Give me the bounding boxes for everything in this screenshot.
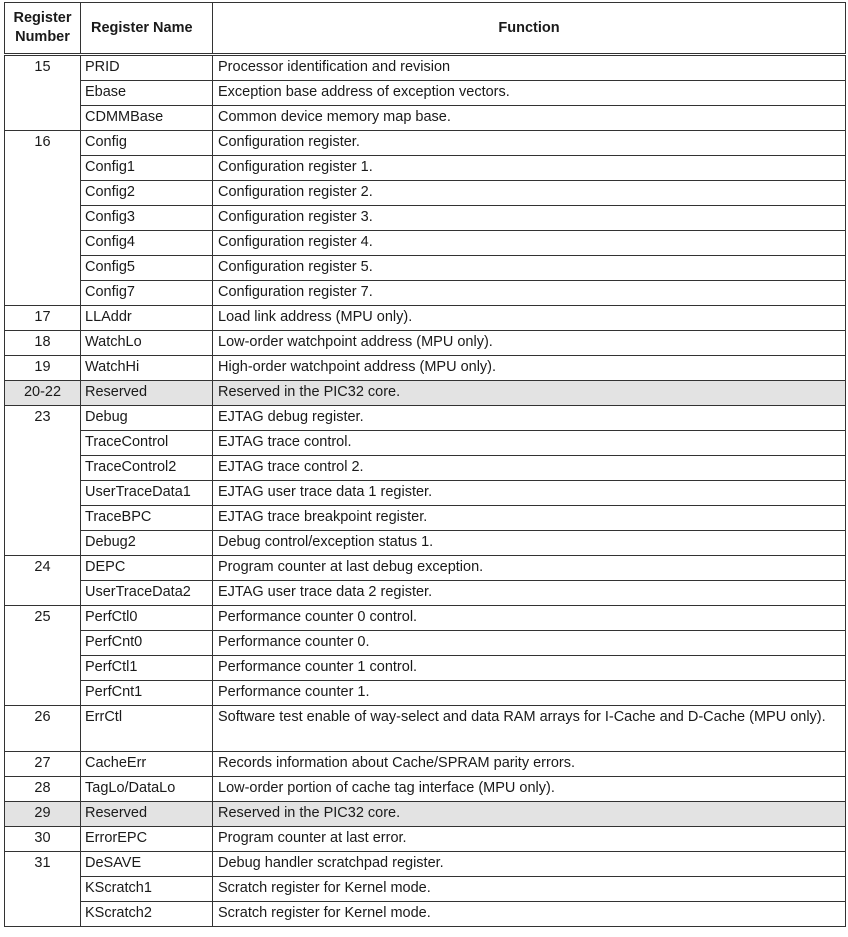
register-function-cell: Reserved in the PIC32 core. bbox=[213, 802, 846, 827]
register-name-cell: Config7 bbox=[81, 281, 213, 306]
table-row bbox=[5, 777, 846, 802]
register-function-cell: Program counter at last error. bbox=[213, 827, 846, 852]
register-function-cell: EJTAG trace breakpoint register. bbox=[213, 506, 846, 531]
table-row bbox=[5, 131, 846, 156]
table-row bbox=[5, 631, 846, 656]
register-name-cell: KScratch1 bbox=[81, 877, 213, 902]
register-table bbox=[4, 2, 846, 927]
register-number-cell: 23 bbox=[5, 406, 81, 556]
register-name-cell: PerfCtl1 bbox=[81, 656, 213, 681]
register-table-body bbox=[5, 55, 846, 927]
table-row bbox=[5, 656, 846, 681]
register-name-cell: Config3 bbox=[81, 206, 213, 231]
register-name-cell: WatchHi bbox=[81, 356, 213, 381]
register-function-cell: High-order watchpoint address (MPU only). bbox=[213, 356, 846, 381]
table-row bbox=[5, 456, 846, 481]
table-row bbox=[5, 827, 846, 852]
register-function-cell: Configuration register 1. bbox=[213, 156, 846, 181]
register-function-cell: EJTAG debug register. bbox=[213, 406, 846, 431]
register-function-cell: Configuration register 2. bbox=[213, 181, 846, 206]
register-number-cell: 26 bbox=[5, 706, 81, 752]
table-row bbox=[5, 331, 846, 356]
table-row bbox=[5, 852, 846, 877]
register-name-cell: TraceControl bbox=[81, 431, 213, 456]
register-function-cell: Records information about Cache/SPRAM parity errors. bbox=[213, 752, 846, 777]
register-number-cell: 31 bbox=[5, 852, 81, 927]
register-function-cell: Software test enable of way-select and data RAM arrays for I-Cache and D-Cache (MPU only). bbox=[213, 706, 846, 752]
register-function-cell: Exception base address of exception vectors. bbox=[213, 81, 846, 106]
register-name-cell: Ebase bbox=[81, 81, 213, 106]
table-row bbox=[5, 55, 846, 81]
register-function-cell: Performance counter 0 control. bbox=[213, 606, 846, 631]
table-row bbox=[5, 902, 846, 927]
register-function-cell: Common device memory map base. bbox=[213, 106, 846, 131]
register-name-cell: TraceControl2 bbox=[81, 456, 213, 481]
register-name-cell: PerfCnt0 bbox=[81, 631, 213, 656]
register-function-cell: Performance counter 1. bbox=[213, 681, 846, 706]
register-function-cell: Processor identification and revision bbox=[213, 55, 846, 81]
register-name-cell: UserTraceData1 bbox=[81, 481, 213, 506]
register-name-cell: DeSAVE bbox=[81, 852, 213, 877]
table-row bbox=[5, 206, 846, 231]
table-row bbox=[5, 231, 846, 256]
register-function-cell: Low-order portion of cache tag interface (MPU only). bbox=[213, 777, 846, 802]
register-number-cell: 17 bbox=[5, 306, 81, 331]
register-function-cell: Program counter at last debug exception. bbox=[213, 556, 846, 581]
register-function-cell: Configuration register 4. bbox=[213, 231, 846, 256]
register-number-cell: 29 bbox=[5, 802, 81, 827]
register-number-header bbox=[5, 3, 81, 55]
table-row bbox=[5, 281, 846, 306]
register-name-cell: LLAddr bbox=[81, 306, 213, 331]
register-name-cell: PerfCtl0 bbox=[81, 606, 213, 631]
register-name-cell: TraceBPC bbox=[81, 506, 213, 531]
table-row bbox=[5, 581, 846, 606]
register-name-cell: Reserved bbox=[81, 802, 213, 827]
register-number-cell: 20-22 bbox=[5, 381, 81, 406]
register-function-cell: Low-order watchpoint address (MPU only). bbox=[213, 331, 846, 356]
table-row bbox=[5, 431, 846, 456]
register-function-cell: Configuration register 7. bbox=[213, 281, 846, 306]
register-function-cell: EJTAG user trace data 2 register. bbox=[213, 581, 846, 606]
table-row bbox=[5, 81, 846, 106]
register-name-cell: WatchLo bbox=[81, 331, 213, 356]
register-number-cell: 30 bbox=[5, 827, 81, 852]
register-function-cell: Configuration register. bbox=[213, 131, 846, 156]
register-name-cell: CacheErr bbox=[81, 752, 213, 777]
register-function-cell: Debug handler scratchpad register. bbox=[213, 852, 846, 877]
table-row bbox=[5, 356, 846, 381]
register-function-cell: Reserved in the PIC32 core. bbox=[213, 381, 846, 406]
register-function-cell: Scratch register for Kernel mode. bbox=[213, 902, 846, 927]
register-name-cell: ErrCtl bbox=[81, 706, 213, 752]
register-function-cell: Performance counter 0. bbox=[213, 631, 846, 656]
register-number-cell: 24 bbox=[5, 556, 81, 606]
register-name-cell: TagLo/DataLo bbox=[81, 777, 213, 802]
register-number-cell: 19 bbox=[5, 356, 81, 381]
header-row bbox=[5, 3, 846, 55]
table-row bbox=[5, 506, 846, 531]
register-function-cell: Debug control/exception status 1. bbox=[213, 531, 846, 556]
register-name-cell: Reserved bbox=[81, 381, 213, 406]
register-name-cell: PRID bbox=[81, 55, 213, 81]
table-row bbox=[5, 681, 846, 706]
table-row bbox=[5, 256, 846, 281]
register-name-header: Register Name bbox=[81, 3, 213, 55]
register-name-cell: ErrorEPC bbox=[81, 827, 213, 852]
register-function-cell: EJTAG trace control. bbox=[213, 431, 846, 456]
table-row bbox=[5, 877, 846, 902]
table-row bbox=[5, 381, 846, 406]
register-name-cell: CDMMBase bbox=[81, 106, 213, 131]
register-name-cell: PerfCnt1 bbox=[81, 681, 213, 706]
table-row bbox=[5, 106, 846, 131]
register-number-cell: 25 bbox=[5, 606, 81, 706]
register-name-cell: UserTraceData2 bbox=[81, 581, 213, 606]
register-function-cell: Scratch register for Kernel mode. bbox=[213, 877, 846, 902]
register-name-cell: Config1 bbox=[81, 156, 213, 181]
table-row bbox=[5, 181, 846, 206]
register-number-cell: 18 bbox=[5, 331, 81, 356]
register-number-cell: 15 bbox=[5, 55, 81, 131]
register-name-cell: Config4 bbox=[81, 231, 213, 256]
table-row bbox=[5, 752, 846, 777]
table-row bbox=[5, 306, 846, 331]
register-function-cell: Performance counter 1 control. bbox=[213, 656, 846, 681]
register-name-cell: KScratch2 bbox=[81, 902, 213, 927]
register-name-cell: Debug2 bbox=[81, 531, 213, 556]
register-function-cell: EJTAG user trace data 1 register. bbox=[213, 481, 846, 506]
register-number-cell: 16 bbox=[5, 131, 81, 306]
register-name-cell: Config5 bbox=[81, 256, 213, 281]
register-function-cell: Configuration register 3. bbox=[213, 206, 846, 231]
register-name-cell: Config bbox=[81, 131, 213, 156]
register-function-cell: Load link address (MPU only). bbox=[213, 306, 846, 331]
register-name-cell: Config2 bbox=[81, 181, 213, 206]
table-row bbox=[5, 606, 846, 631]
register-number-cell: 28 bbox=[5, 777, 81, 802]
table-row bbox=[5, 406, 846, 431]
table-row bbox=[5, 802, 846, 827]
register-function-cell: Configuration register 5. bbox=[213, 256, 846, 281]
register-function-cell: EJTAG trace control 2. bbox=[213, 456, 846, 481]
register-number-header-line1: Register bbox=[13, 10, 72, 26]
function-header: Function bbox=[213, 3, 846, 55]
register-name-cell: Debug bbox=[81, 406, 213, 431]
table-row bbox=[5, 156, 846, 181]
table-row bbox=[5, 556, 846, 581]
register-name-cell: DEPC bbox=[81, 556, 213, 581]
table-row bbox=[5, 481, 846, 506]
table-row bbox=[5, 531, 846, 556]
register-number-cell: 27 bbox=[5, 752, 81, 777]
register-number-header-line2: Number bbox=[15, 29, 70, 45]
table-row bbox=[5, 706, 846, 752]
